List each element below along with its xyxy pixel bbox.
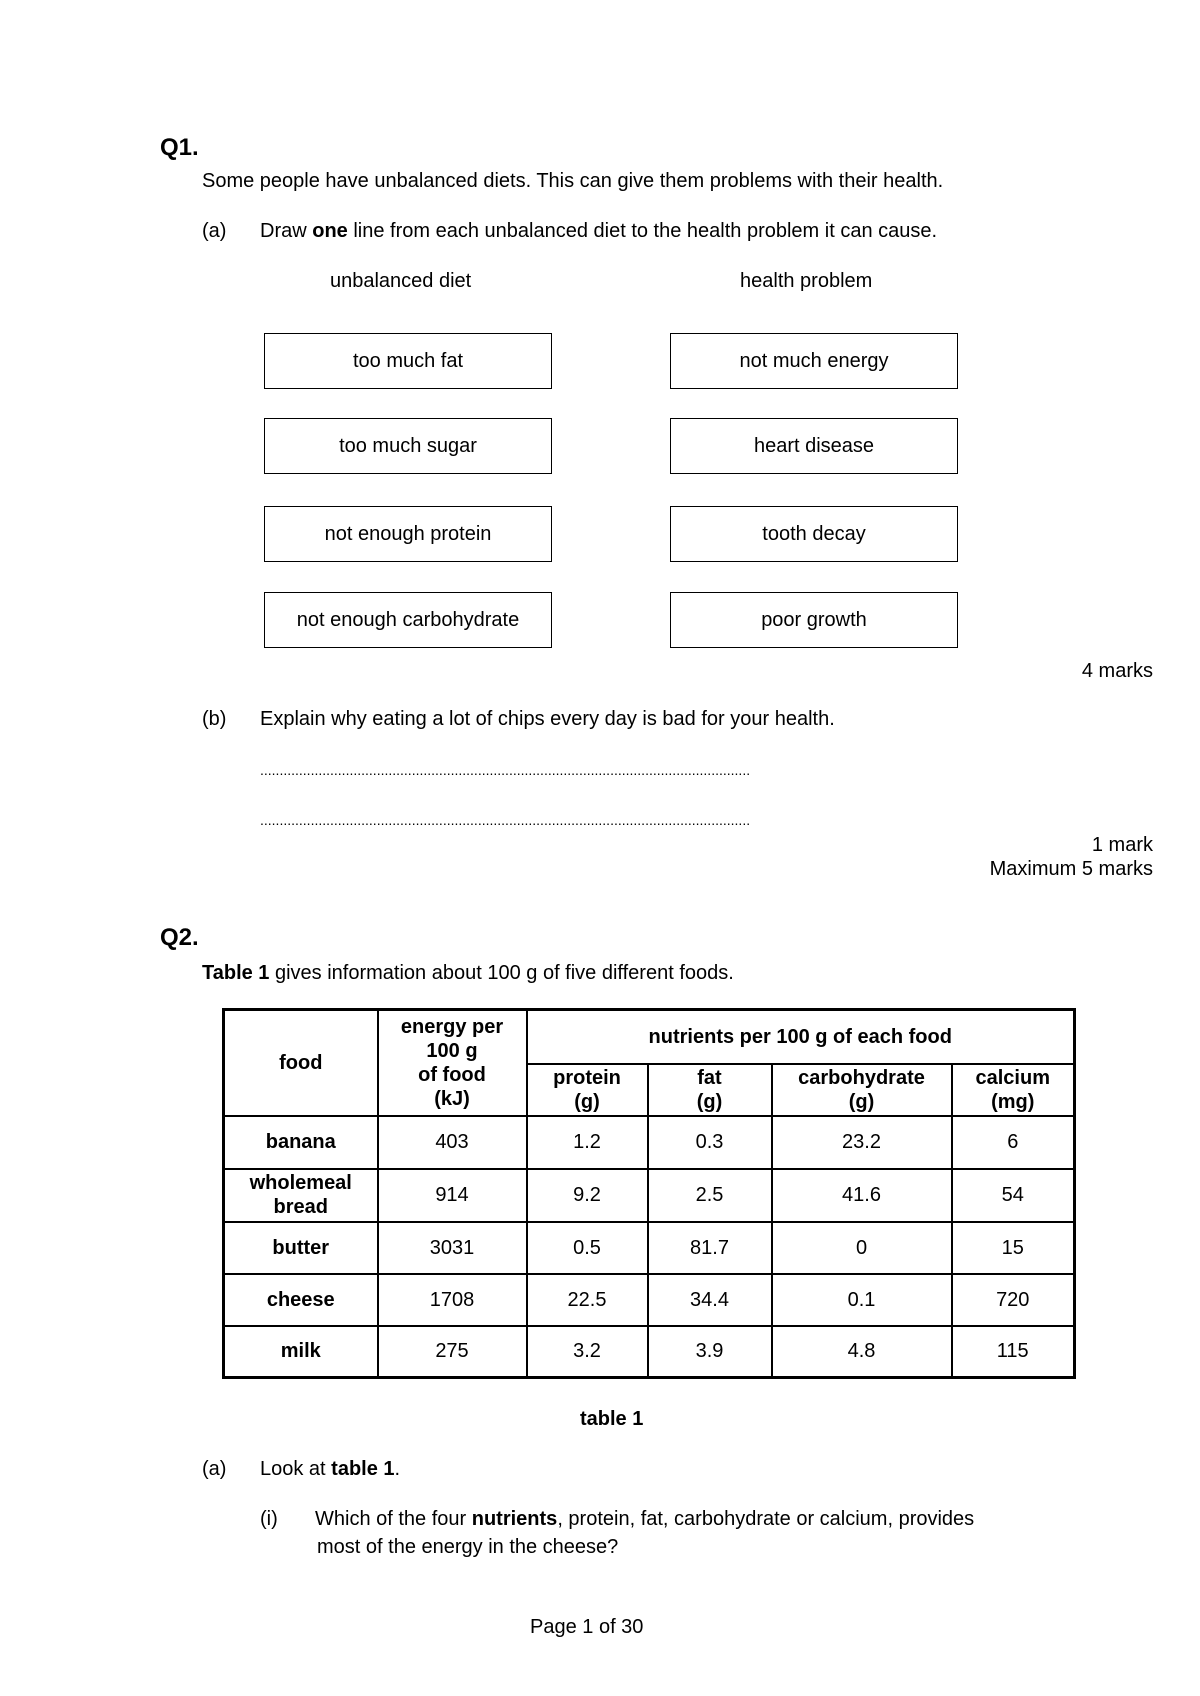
diet-box-label: not enough protein bbox=[324, 522, 492, 545]
q2-intro-bold: Table 1 bbox=[202, 962, 270, 984]
right-column-heading: health problem bbox=[740, 270, 873, 292]
q2a-i-text-bold: nutrients bbox=[471, 1508, 558, 1530]
carbohydrate-cell: 0.1 bbox=[772, 1274, 952, 1326]
calcium-cell: 54 bbox=[952, 1169, 1075, 1222]
header-protein-label: protein bbox=[553, 1066, 621, 1089]
fat-cell: 0.3 bbox=[648, 1116, 772, 1169]
header-carbohydrate-label: carbohydrate bbox=[798, 1066, 925, 1089]
q2a-text-pre: Look at bbox=[260, 1458, 332, 1480]
protein-cell: 22.5 bbox=[527, 1274, 648, 1326]
header-energy-line4: (kJ) bbox=[434, 1087, 470, 1110]
food-cell: butter bbox=[224, 1222, 378, 1274]
food-cell: milk bbox=[224, 1326, 378, 1378]
page-number: Page 1 of 30 bbox=[530, 1616, 644, 1638]
diet-box-label: too much fat bbox=[352, 349, 464, 372]
nutrients-table bbox=[222, 1008, 1076, 1379]
problem-box-3[interactable] bbox=[670, 506, 958, 562]
problem-box-4[interactable] bbox=[670, 592, 958, 648]
q2-intro-rest: gives information about 100 g of five different foods. bbox=[269, 962, 734, 984]
energy-cell: 1708 bbox=[378, 1274, 527, 1326]
energy-cell: 914 bbox=[378, 1169, 527, 1222]
table-row bbox=[224, 1222, 1075, 1274]
food-cell-line1: wholemeal bbox=[249, 1172, 352, 1194]
q2a-i-label: (i) bbox=[260, 1508, 278, 1530]
q2a-i-text-line2: most of the energy in the cheese? bbox=[317, 1536, 619, 1558]
problem-box-1[interactable] bbox=[670, 333, 958, 389]
food-cell: cheese bbox=[224, 1274, 378, 1326]
header-fat bbox=[648, 1064, 772, 1116]
header-carbohydrate bbox=[772, 1064, 952, 1116]
left-column-heading: unbalanced diet bbox=[330, 270, 472, 292]
answer-line-1[interactable]: .............................................................................................................................. bbox=[260, 762, 751, 778]
diet-box-1[interactable] bbox=[264, 333, 552, 389]
calcium-cell: 720 bbox=[952, 1274, 1075, 1326]
q2a-i-text bbox=[315, 1508, 974, 1531]
q2a-i-text-post: , protein, fat, carbohydrate or calcium, provides bbox=[557, 1508, 975, 1530]
header-energy-line2: 100 g bbox=[426, 1039, 478, 1062]
header-energy-line3: of food bbox=[418, 1063, 486, 1086]
q2a-text-bold: table 1 bbox=[331, 1458, 395, 1480]
header-energy-line1: energy per bbox=[400, 1015, 504, 1038]
calcium-cell: 15 bbox=[952, 1222, 1075, 1274]
carbohydrate-cell: 41.6 bbox=[772, 1169, 952, 1222]
header-carbohydrate-unit: (g) bbox=[848, 1090, 875, 1113]
q1b-label: (b) bbox=[202, 708, 227, 730]
q1a-marks: 4 marks bbox=[1081, 660, 1153, 682]
header-protein-unit: (g) bbox=[574, 1090, 600, 1113]
protein-cell: 1.2 bbox=[527, 1116, 648, 1169]
header-energy bbox=[378, 1010, 527, 1116]
fat-cell: 34.4 bbox=[648, 1274, 772, 1326]
q1b-text: Explain why eating a lot of chips every day is bad for your health. bbox=[260, 708, 835, 730]
q2a-i-text-pre: Which of the four bbox=[315, 1508, 472, 1530]
q2a-label: (a) bbox=[202, 1458, 227, 1480]
table-row bbox=[224, 1169, 1075, 1222]
q2-intro bbox=[202, 962, 734, 985]
header-calcium-label: calcium bbox=[975, 1066, 1050, 1089]
q1a-text-post: line from each unbalanced diet to the health problem it can cause. bbox=[347, 220, 938, 242]
q1a-text-pre: Draw bbox=[260, 220, 313, 242]
energy-cell: 3031 bbox=[378, 1222, 527, 1274]
header-protein bbox=[527, 1064, 648, 1116]
food-cell: banana bbox=[224, 1116, 378, 1169]
calcium-cell: 115 bbox=[952, 1326, 1075, 1378]
problem-box-label: not much energy bbox=[739, 349, 889, 372]
problem-box-label: tooth decay bbox=[762, 522, 866, 545]
energy-cell: 275 bbox=[378, 1326, 527, 1378]
diet-box-label: too much sugar bbox=[339, 434, 477, 457]
fat-cell: 3.9 bbox=[648, 1326, 772, 1378]
q1b-marks: 1 mark bbox=[1091, 834, 1153, 856]
protein-cell: 0.5 bbox=[527, 1222, 648, 1274]
header-fat-label: fat bbox=[697, 1066, 722, 1089]
q1a-text bbox=[260, 220, 937, 243]
table-row bbox=[224, 1116, 1075, 1169]
food-cell-line2: bread bbox=[273, 1196, 328, 1218]
q1-maximum-marks: Maximum 5 marks bbox=[989, 858, 1153, 880]
table-row bbox=[224, 1326, 1075, 1378]
q1a-label: (a) bbox=[202, 220, 227, 242]
header-calcium-unit: (mg) bbox=[991, 1090, 1035, 1113]
table-row bbox=[224, 1274, 1075, 1326]
energy-cell: 403 bbox=[378, 1116, 527, 1169]
header-nutrients: nutrients per 100 g of each food bbox=[527, 1010, 1075, 1064]
problem-box-label: poor growth bbox=[761, 608, 867, 631]
table-caption: table 1 bbox=[580, 1408, 644, 1430]
problem-box-label: heart disease bbox=[753, 434, 875, 457]
protein-cell: 9.2 bbox=[527, 1169, 648, 1222]
diet-box-label: not enough carbohydrate bbox=[296, 608, 520, 631]
carbohydrate-cell: 0 bbox=[772, 1222, 952, 1274]
q1-intro: Some people have unbalanced diets. This can give them problems with their health. bbox=[202, 170, 944, 192]
q1a-text-bold: one bbox=[312, 220, 348, 242]
carbohydrate-cell: 23.2 bbox=[772, 1116, 952, 1169]
diet-box-3[interactable] bbox=[264, 506, 552, 562]
q1-number: Q1. bbox=[160, 134, 199, 161]
calcium-cell: 6 bbox=[952, 1116, 1075, 1169]
q2a-text bbox=[260, 1458, 400, 1481]
carbohydrate-cell: 4.8 bbox=[772, 1326, 952, 1378]
food-cell bbox=[224, 1169, 378, 1222]
answer-line-2[interactable]: .............................................................................................................................. bbox=[260, 812, 751, 828]
q2a-text-post: . bbox=[394, 1458, 401, 1480]
header-food: food bbox=[224, 1010, 378, 1116]
q2-number: Q2. bbox=[160, 924, 199, 951]
header-calcium bbox=[952, 1064, 1075, 1116]
diet-box-4[interactable] bbox=[264, 592, 552, 648]
diet-box-2[interactable] bbox=[264, 418, 552, 474]
problem-box-2[interactable] bbox=[670, 418, 958, 474]
fat-cell: 2.5 bbox=[648, 1169, 772, 1222]
fat-cell: 81.7 bbox=[648, 1222, 772, 1274]
protein-cell: 3.2 bbox=[527, 1326, 648, 1378]
header-fat-unit: (g) bbox=[696, 1090, 723, 1113]
